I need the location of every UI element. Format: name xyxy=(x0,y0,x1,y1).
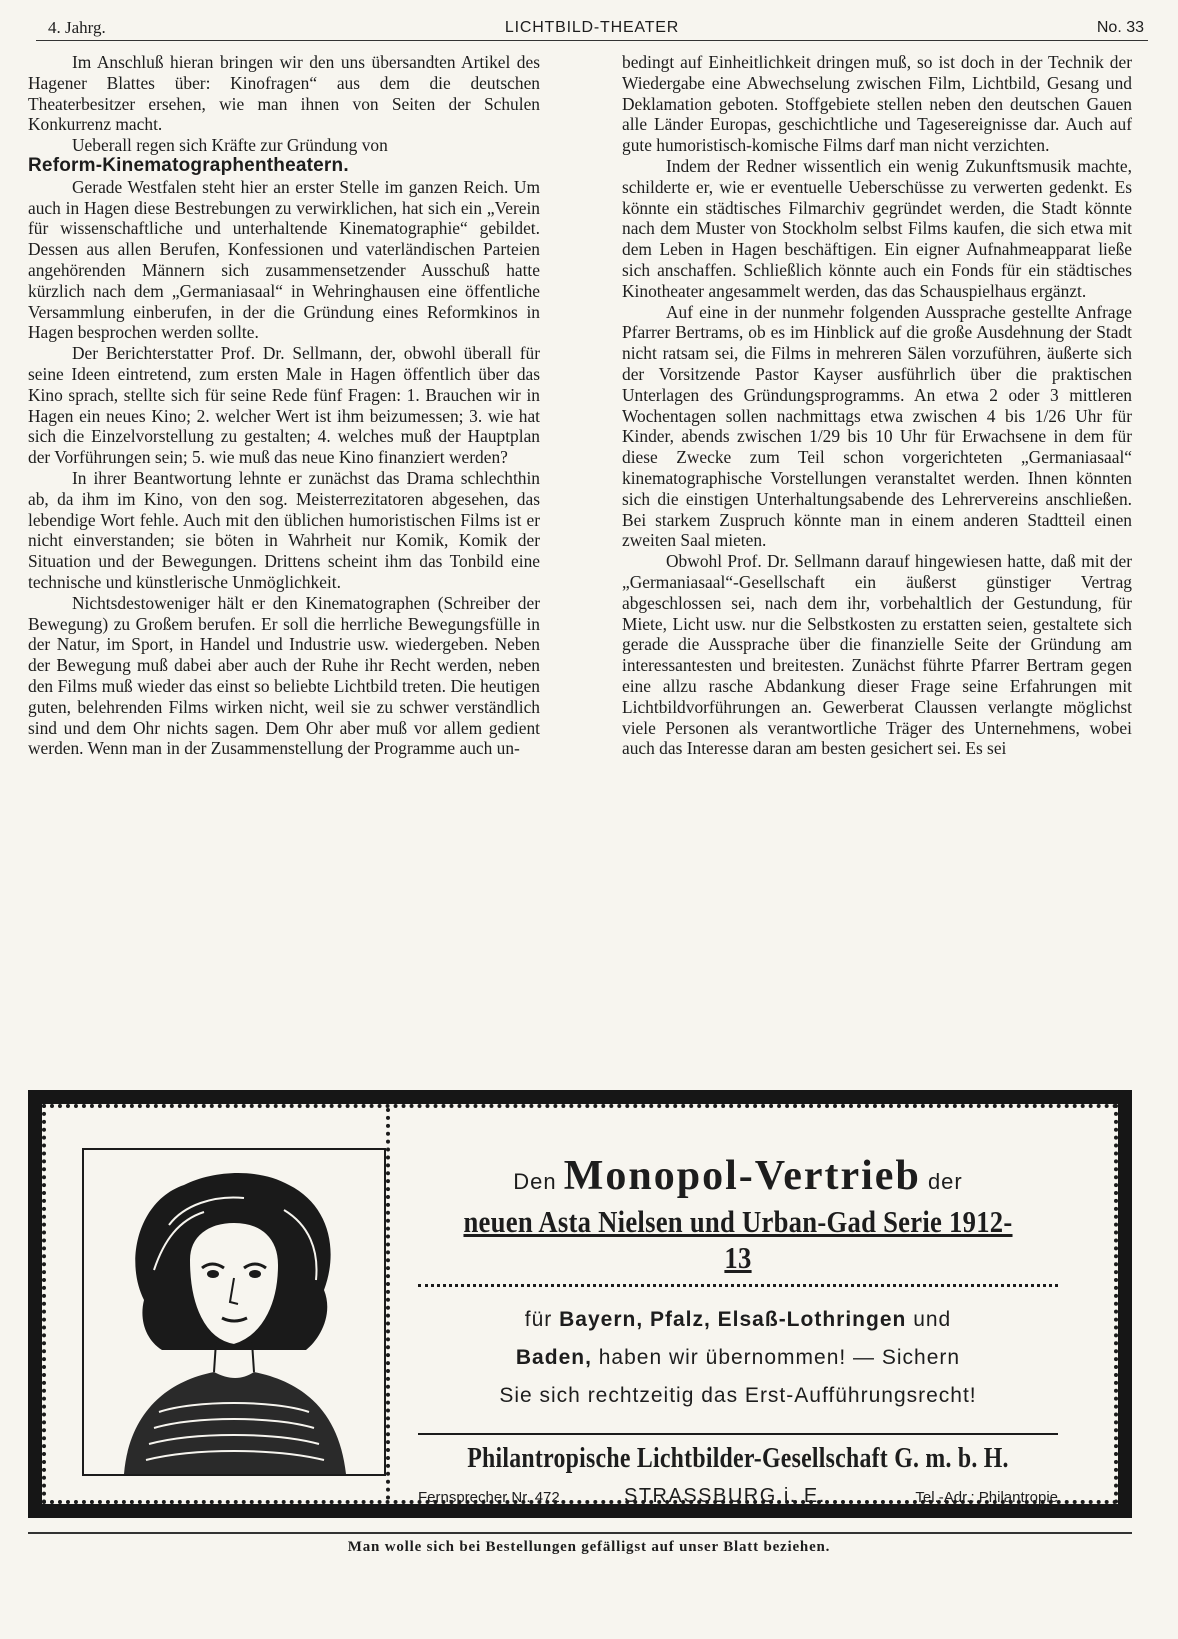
page-header xyxy=(36,14,1148,41)
company-name: Philantropische Lichtbilder-Gesellschaft G. m. b. H. xyxy=(467,1443,1009,1474)
footer-rule xyxy=(28,1532,1132,1534)
city: STRASSBURG i. E. xyxy=(624,1485,826,1507)
woman-portrait-icon xyxy=(84,1150,384,1474)
paragraph: bedingt auf Einheitlichkeit dringen muß, so ist doch in der Technik der Wiedergabe eine Abwechselung zwischen Film, Lichtbild, Gesang und Deklamation geboten. Stoffgebiete stellen neben den deutschen Gauen alle Länder Europas, geschichtliche und Tagesereignisse dar. Auch auf gute humoristisch-komische Films darf man nicht verzichten. xyxy=(622,52,1132,156)
solid-rule xyxy=(418,1433,1058,1435)
ad-headline: Den Monopol-Vertrieb der xyxy=(513,1153,963,1199)
ad-rights: Sie sich rechtzeitig das Erst-Aufführungsrecht! xyxy=(499,1384,977,1407)
journal-title: LICHTBILD-THEATER xyxy=(504,19,680,36)
advertisement-text xyxy=(418,1138,1058,1515)
advertisement xyxy=(28,1090,1132,1518)
footer-note: Man wolle sich bei Bestellungen gefälligst auf unser Blatt beziehen. xyxy=(347,1539,831,1555)
paragraph: Der Berichterstatter Prof. Dr. Sellmann, der, obwohl überall für seine Ideen eintretend, zum ersten Male in Hagen öffentlich über das Kino sprach, stellte sich für seine Rede fünf Fragen: 1. Brauchen wir in Hagen ein neues Kino; 2. welcher Wert ist ihm beizumessen; 3. wie hat sich die Einzelvorstellung zu gestalten; 4. welches muß der Hauptplan der Vorführungen sein; 5. wie muß das neue Kino finanziert werden? xyxy=(28,343,540,468)
telegraph-address: Tel.-Adr.: Philantropie xyxy=(915,1489,1058,1506)
portrait-illustration xyxy=(82,1148,386,1476)
paragraph: Im Anschluß hieran bringen wir den uns übersandten Artikel des Hagener Blattes über: Kinofragen“ aus dem die deutschen Theaterbesitzer ersehen, wie man ihnen von Seiten der Schulen Konkurrenz macht. xyxy=(28,52,540,135)
advertisement-inner-frame xyxy=(42,1104,1118,1507)
paragraph: In ihrer Beantwortung lehnte er zunächst das Drama schlechthin ab, da ihm im Kino, von den sog. Meisterrezitatoren abgesehen, das lebendige Wort fehle. Auch mit den üblichen humoristischen Films ist er nicht einverstanden; sie böten in Wahrheit nur Komik, Komik der Situation und der Bewegungen. Drittens scheint ihm das Tonbild eine technische und künstlerische Unmöglichkeit. xyxy=(28,467,540,592)
ad-regions: für Bayern, Pfalz, Elsaß-Lothringen und xyxy=(524,1308,952,1331)
phone-number: Fernsprecher Nr. 472 xyxy=(418,1489,560,1506)
paragraph: Auf eine in der nunmehr folgenden Aussprache gestellte Anfrage Pfarrer Bertrams, ob es im Hinblick auf die große Ausdehnung der Stadt nicht ratsam sei, die Films in mehreren Sälen vorzuführen, äußerte sich der Vorsitzende Pastor Kayser ausführlich über die praktischen Unterlagen des Gründungsprogramms. An etwa 2 oder 3 mittleren Wochentagen sollen nachmittags etwa zwischen 4 bis 1/26 Uhr für Kinder, abends zwischen 1/29 bis 10 Uhr für Erwachsene in dem für diese Zwecke zum Teil schon vorgerichteten „Germaniasaal“ kinematographische Vorstellungen veranstaltet werden. Ihnen könnten sich die einstigen Unterhaltungsabende des Lehrervereins anschließen. Bei starkem Zuspruch könnte man in einem anderen Stadtteil einen zweiten Saal mieten. xyxy=(622,301,1132,551)
paragraph: Nichtsdestoweniger hält er den Kinematographen (Schreiber der Bewegung) zu Großem berufen. Er soll die herrliche Bewegungsfülle in der Natur, im Sport, in Handel und Industrie usw. wiedergeben. Neben der Bewegung muß dabei aber auch der Ruhe ihr Recht werden, neben den Films muß wieder das einst so beliebte Lichtbild treten. Die heutigen guten, belehrenden Films wirken nicht, weil sie zu schwer verständlich sind und dem Ohr nichts sagen. Dem Ohr aber muß vor allem gedient werden. Wenn man in der Zusammenstellung der Programme auch un- xyxy=(28,592,540,759)
paragraph: Indem der Redner wissentlich ein wenig Zukunftsmusik machte, schilderte er, wie er eventuelle Ueberschüsse zu verwerten gedenkt. Es könnte ein städtisches Filmarchiv gegründet werden, die Stadt könnte nach dem Muster von Stockholm selbst Films kaufen, die sich etwa mit dem Leben in Hagen beschäftigen. Ein eigner Aufnahmeapparat ließe sich anschaffen. Schließlich könnte auch ein Fonds für ein städtisches Kinotheater angesammelt werden, das das Schauspielhaus ergänzt. xyxy=(622,155,1132,301)
paragraph: Ueberall regen sich Kräfte zur Gründung von xyxy=(72,135,388,156)
paragraph: Gerade Westfalen steht hier an erster Stelle im ganzen Reich. Um auch in Hagen diese Bestrebungen zu verwirklichen, hat sich ein „Verein für wissenschaftliche und unterhaltende Kinematographie“ gebildet. Dessen aus allen Berufen, Konfessionen und vaterländischen Parteien angehörenden Männern sich zusammensetzender Ausschuß hatte kürzlich nach dem „Germaniasaal“ in Wehringhausen eine öffentliche Versammlung einberufen, in der die Gründung eines Reformkinos in Hagen besprochen werden sollte. xyxy=(28,176,540,343)
left-column xyxy=(28,52,540,1082)
ad-contact-line xyxy=(418,1485,1058,1515)
ad-series-title: neuen Asta Nielsen und Urban-Gad Serie 1912-13 xyxy=(463,1204,1013,1275)
dotted-divider xyxy=(386,1108,390,1500)
issue-number: No. 33 xyxy=(1096,19,1144,36)
section-heading: Reform-Kinematographentheatern. xyxy=(28,154,349,176)
dotted-rule xyxy=(418,1284,1058,1287)
volume-label: 4. Jahrg. xyxy=(48,18,106,37)
right-column xyxy=(622,52,1132,1082)
ad-baden: Baden, haben wir übernommen! — Sichern xyxy=(515,1346,961,1369)
paragraph: Obwohl Prof. Dr. Sellmann darauf hingewiesen hatte, daß mit der „Germaniasaal“-Gesellschaft ein äußerst günstiger Vertrag abgeschlossen sei, nach dem ihr, vorbehaltlich der Gestundung, für Miete, Licht usw. nur die Selbstkosten zu erstatten seien, gestaltete sich gerade die Aussprache über die finanzielle Seite der Gründung am interessantesten und breitesten. Zunächst führte Pfarrer Bertram gegen eine allzu rasche Abdankung dieser Frage seine Erfahrungen mit Lichtbildvorführungen an. Gewerberat Claussen verlangte möglichst viele Personen als verantwortliche Träger des Unternehmens, wobei auch das Interesse daran am besten gesichert sei. Es sei xyxy=(622,551,1132,759)
